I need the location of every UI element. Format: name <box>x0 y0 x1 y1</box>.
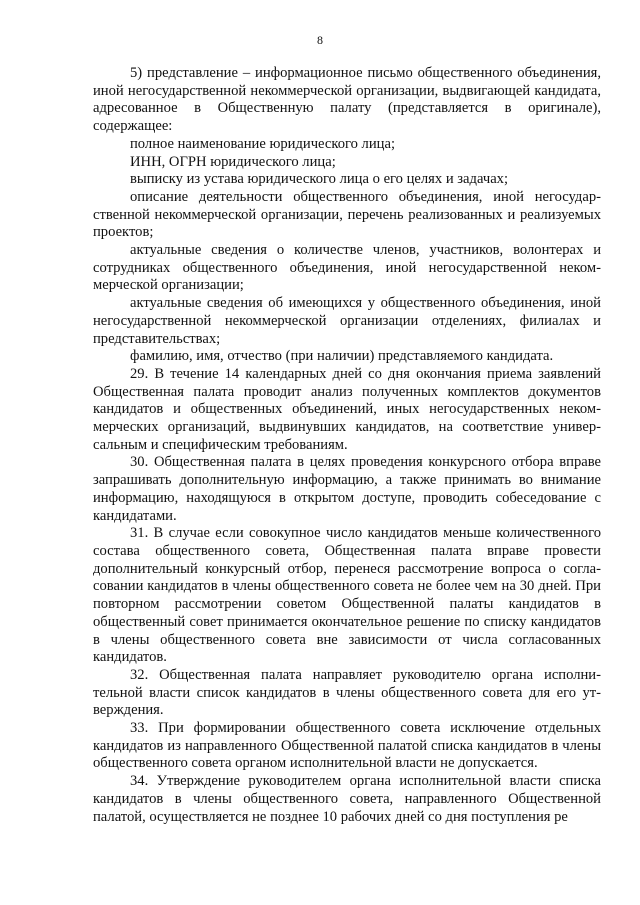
list-item-full-name: полное наименование юридического лица; <box>130 135 395 152</box>
document-body <box>93 65 601 826</box>
paragraph-32: 32. Общественная палата направляет руководителю органа исполнительной власти список кандидатов в члены общественного совета для его утверждения. <box>93 666 601 719</box>
paragraph-30: 30. Общественная палата в целях проведения конкурсного отбора вправе запрашивать дополнительную информацию, а также принимать во внимание информацию, находящуюся в открытом доступе, проводить собеседование с кандидатами. <box>93 454 601 524</box>
paragraph-29: 29. В течение 14 календарных дней со дня окончания приема заявлений Общественная палата проводит анализ полученных комплектов документов кандидатов и общественных объединений, иных негосударственных некоммерческих организаций, выдвинувших кандидатов, на соответствие универсальным и специфическим требованиям. <box>93 365 601 453</box>
paragraph-33: 33. При формировании общественного совета исключение отдельных кандидатов из направленного Общественной палатой списка кандидатов в члены общественного совета органом исполнительной власти не допускается. <box>93 720 601 772</box>
paragraph-31: 31. В случае если совокупное число кандидатов меньше количественного состава общественного совета, Общественная палата вправе провести дополнительный конкурсный отбор, перенеся рассмотрение вопроса о согласовании кандидатов в члены общественного совета не более чем на 30 дней. При повторном рассмотрении советом Общественной палаты кандидатов в общественный совет принимается окончательное решение по списку кандидатов в члены общественного совета вне зависимости от числа согласованных кандидатов. <box>93 525 601 666</box>
page-number: 8 <box>317 33 323 47</box>
list-item-inn-ogrn: ИНН, ОГРН юридического лица; <box>130 153 336 170</box>
list-item-charter-extract: выписку из устава юридического лица о его целях и задачах; <box>130 171 509 188</box>
list-item-activity-description: описание деятельности общественного объединения, иной негосударственной некоммерческой организации, перечень реализованных и реализуемых проектов; <box>93 188 601 241</box>
paragraph-item-5: 5) представление – информационное письмо общественного объединения, иной негосударственной некоммерческой организации, выдвигающей кандидата, адресованное в Общественную палату (представляется в оригинале), содержащее: <box>93 65 601 135</box>
list-item-members-info: актуальные сведения о количестве членов, участников, волонтерах и сотрудниках общественного объединения, иной негосударственной некоммерческой организации; <box>93 242 601 294</box>
list-item-candidate-name: фамилию, имя, отчество (при наличии) представляемого кандидата. <box>130 348 554 365</box>
paragraph-34: 34. Утверждение руководителем органа исполнительной власти списка кандидатов в члены общественного совета, направленного Общественной палатой, осуществляется не позднее 10 рабочих дней со дня поступления ре <box>93 773 601 825</box>
list-item-branches-info: актуальные сведения об имеющихся у общественного объединения, иной негосударственной некоммерческой организации отделениях, филиалах и представительствах; <box>93 295 601 347</box>
